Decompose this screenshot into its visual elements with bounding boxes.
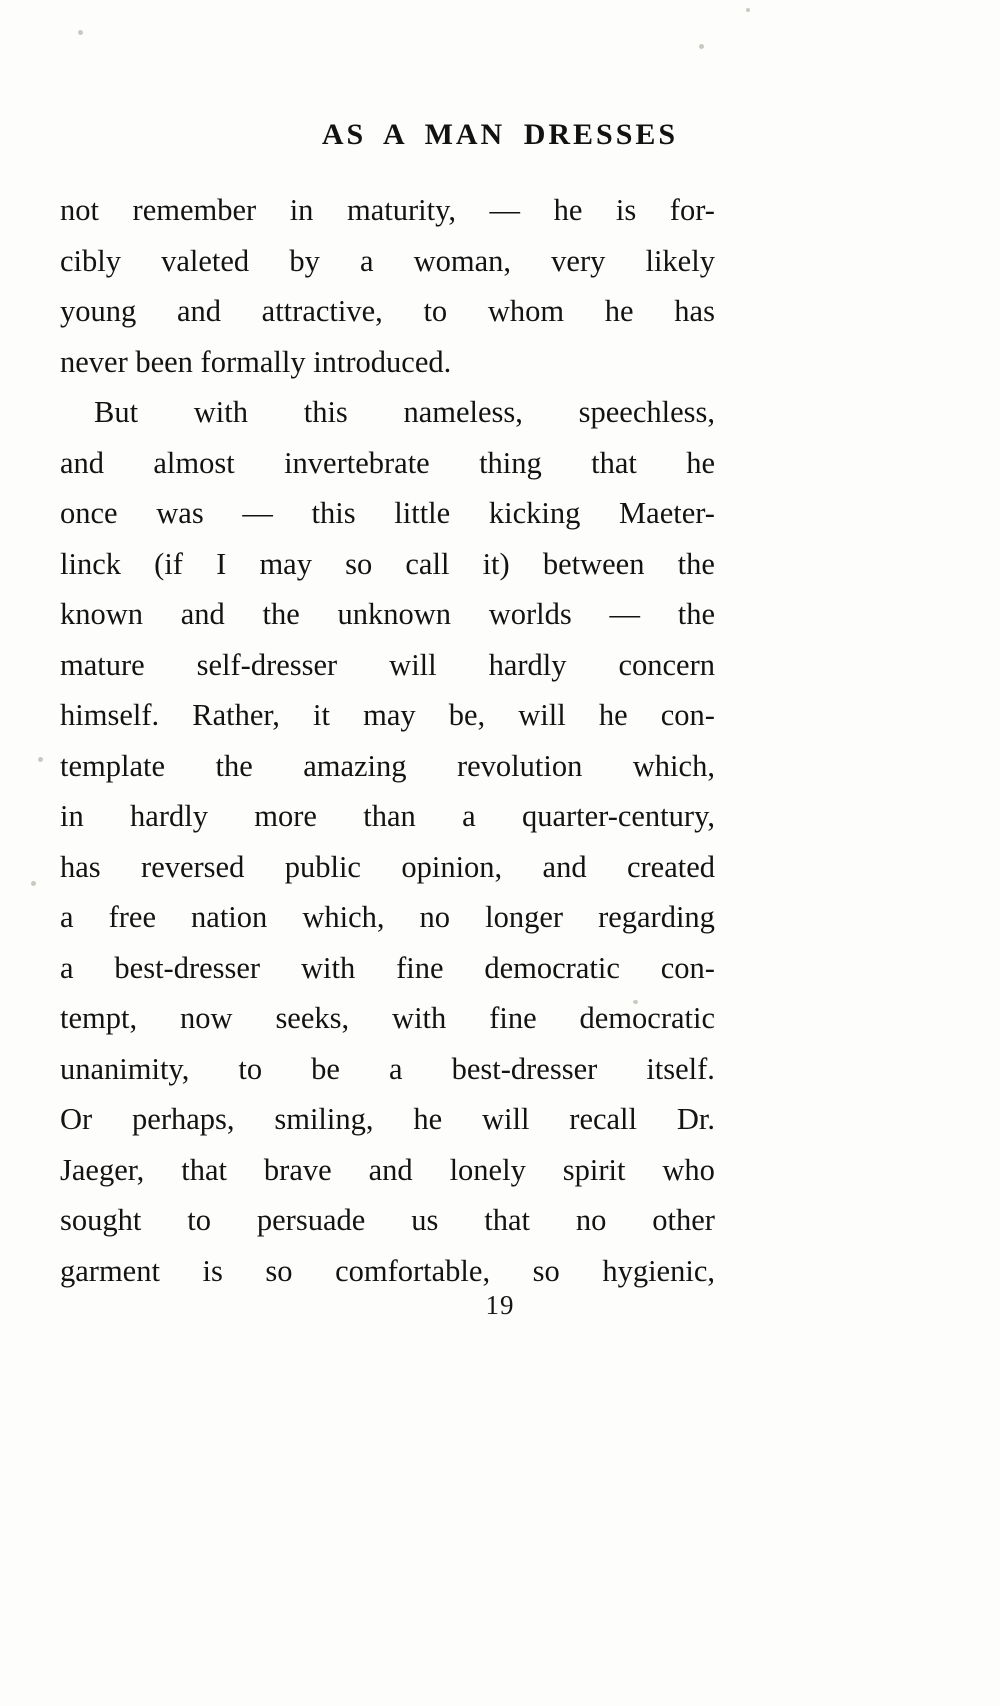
word: that bbox=[591, 445, 637, 480]
word: to bbox=[238, 1051, 263, 1086]
word: template bbox=[60, 748, 166, 783]
word: call bbox=[405, 546, 450, 581]
word: a bbox=[60, 950, 74, 985]
word: democratic bbox=[579, 1001, 715, 1035]
word: Dr. bbox=[676, 1102, 715, 1136]
word: he bbox=[686, 445, 715, 480]
word: will bbox=[518, 698, 566, 732]
text-line bbox=[60, 640, 715, 691]
word: — bbox=[242, 496, 273, 530]
word: the bbox=[262, 597, 300, 631]
word: concern bbox=[618, 647, 715, 682]
word: he bbox=[413, 1102, 443, 1136]
word: fine bbox=[489, 1001, 537, 1035]
text-line bbox=[60, 236, 715, 287]
word: not bbox=[60, 193, 99, 227]
text-line bbox=[60, 185, 715, 236]
word: cibly bbox=[60, 243, 121, 278]
word: be, bbox=[448, 698, 486, 732]
word: so bbox=[532, 1253, 560, 1288]
word: whom bbox=[487, 294, 565, 328]
word: in bbox=[60, 799, 84, 833]
word: very bbox=[551, 243, 606, 278]
running-head: AS A MAN DRESSES bbox=[321, 118, 679, 151]
word: between bbox=[542, 546, 645, 581]
text-line bbox=[60, 438, 715, 489]
word: lonely bbox=[449, 1152, 526, 1187]
word: may bbox=[363, 698, 416, 732]
word: once bbox=[60, 496, 118, 530]
word: Jaeger, bbox=[60, 1152, 145, 1187]
text-line bbox=[60, 791, 715, 842]
text-line bbox=[60, 993, 715, 1044]
word: tempt, bbox=[60, 1001, 138, 1035]
word: and bbox=[542, 849, 587, 884]
word: us bbox=[411, 1203, 439, 1237]
word: by bbox=[289, 243, 320, 278]
word: But bbox=[94, 395, 139, 429]
word: mature bbox=[60, 647, 145, 682]
paragraph bbox=[60, 185, 715, 387]
text-line bbox=[60, 943, 715, 994]
word: he bbox=[604, 294, 634, 328]
word: will bbox=[389, 647, 437, 682]
word: likely bbox=[645, 243, 715, 278]
word: himself. bbox=[60, 698, 160, 732]
text-line bbox=[60, 1044, 715, 1095]
word: amazing bbox=[303, 748, 407, 783]
word: young bbox=[60, 294, 137, 328]
word: remember bbox=[132, 193, 257, 227]
paper-speck bbox=[746, 8, 750, 12]
word: which, bbox=[302, 900, 385, 934]
word: brave bbox=[263, 1152, 332, 1187]
word: and bbox=[176, 294, 221, 328]
text-line bbox=[60, 539, 715, 590]
word: best-dresser bbox=[451, 1051, 598, 1086]
word: unknown bbox=[337, 597, 452, 631]
word: Maeter- bbox=[619, 496, 715, 530]
word: con- bbox=[660, 698, 715, 732]
word: this bbox=[311, 496, 356, 530]
word: in bbox=[289, 193, 314, 227]
word: thing bbox=[479, 445, 542, 480]
word: Rather, bbox=[192, 698, 280, 732]
word: with bbox=[392, 1001, 447, 1035]
word: the bbox=[677, 597, 715, 631]
word: seeks, bbox=[275, 1001, 350, 1035]
word: is bbox=[202, 1253, 223, 1288]
word: invertebrate bbox=[284, 445, 430, 480]
paper-speck bbox=[699, 44, 704, 49]
word: that bbox=[181, 1152, 227, 1187]
word: it bbox=[313, 698, 330, 732]
text-line bbox=[60, 387, 715, 438]
word: and bbox=[60, 445, 105, 480]
word: spirit bbox=[562, 1152, 626, 1187]
text-line bbox=[60, 741, 715, 792]
word: nameless, bbox=[403, 395, 523, 429]
text-line bbox=[60, 286, 715, 337]
word: regarding bbox=[598, 900, 715, 934]
word: for- bbox=[669, 193, 715, 227]
word: I bbox=[216, 546, 227, 581]
paper-speck bbox=[38, 757, 43, 762]
word: worlds bbox=[488, 597, 572, 631]
word: and bbox=[180, 597, 225, 631]
word: may bbox=[259, 546, 312, 581]
text-line bbox=[60, 690, 715, 741]
text-line bbox=[60, 1145, 715, 1196]
word: and bbox=[368, 1152, 413, 1187]
page-number: 19 bbox=[485, 1290, 515, 1320]
word: to bbox=[187, 1203, 211, 1237]
word: kicking bbox=[488, 496, 581, 530]
paper-speck bbox=[31, 881, 36, 886]
word: a bbox=[60, 900, 74, 934]
word: known bbox=[60, 597, 144, 631]
text-line bbox=[60, 1195, 715, 1246]
word: who bbox=[662, 1152, 715, 1187]
word: was bbox=[156, 496, 204, 530]
word: longer bbox=[485, 900, 564, 934]
word: con- bbox=[660, 950, 715, 985]
text-line: never been formally introduced. bbox=[60, 344, 452, 379]
word: woman, bbox=[413, 243, 512, 278]
word: a bbox=[359, 243, 374, 278]
word: the bbox=[215, 748, 253, 783]
paragraph bbox=[60, 387, 715, 1296]
text-line bbox=[60, 1094, 715, 1145]
word: has bbox=[60, 849, 101, 884]
word: will bbox=[481, 1102, 530, 1136]
word: Or bbox=[60, 1102, 93, 1136]
word: attractive, bbox=[261, 294, 383, 328]
word: which, bbox=[632, 748, 715, 783]
word: maturity, bbox=[346, 193, 456, 227]
word: fine bbox=[396, 950, 444, 985]
body-text bbox=[60, 185, 715, 1296]
word: so bbox=[345, 546, 373, 581]
text-line bbox=[60, 1246, 715, 1297]
word: hygienic, bbox=[602, 1253, 715, 1288]
word: a bbox=[462, 799, 476, 833]
word: no bbox=[419, 900, 451, 934]
word: a bbox=[389, 1051, 403, 1086]
word: he bbox=[598, 698, 628, 732]
word: more bbox=[254, 799, 317, 833]
word: no bbox=[575, 1203, 607, 1237]
word: opinion, bbox=[401, 849, 503, 884]
word: reversed bbox=[141, 849, 245, 884]
word: hardly bbox=[130, 799, 208, 833]
word: revolution bbox=[456, 748, 583, 783]
text-line bbox=[60, 589, 715, 640]
word: to bbox=[423, 294, 448, 328]
word: recall bbox=[569, 1102, 637, 1136]
word: almost bbox=[153, 445, 235, 480]
text-line bbox=[60, 842, 715, 893]
word: free bbox=[108, 900, 156, 934]
word: itself. bbox=[646, 1051, 715, 1086]
word: than bbox=[363, 799, 416, 833]
word: — bbox=[489, 193, 521, 227]
word: little bbox=[394, 496, 451, 530]
word: quarter-century, bbox=[521, 799, 715, 833]
word: best-dresser bbox=[114, 950, 261, 985]
word: sought bbox=[60, 1203, 142, 1237]
word: this bbox=[303, 395, 348, 429]
word: be bbox=[311, 1051, 340, 1086]
word: unanimity, bbox=[60, 1051, 190, 1086]
text-line bbox=[60, 488, 715, 539]
word: that bbox=[484, 1203, 530, 1237]
word: with bbox=[193, 395, 249, 429]
word: democratic bbox=[484, 950, 620, 985]
word: it) bbox=[482, 546, 510, 581]
word: is bbox=[615, 193, 637, 227]
text-line bbox=[60, 892, 715, 943]
word: public bbox=[284, 849, 361, 884]
word: he bbox=[553, 193, 583, 227]
word: the bbox=[677, 546, 715, 581]
word: with bbox=[300, 950, 356, 985]
word: perhaps, bbox=[132, 1102, 235, 1136]
word: garment bbox=[60, 1253, 160, 1288]
word: comfortable, bbox=[335, 1253, 491, 1288]
word: — bbox=[609, 597, 640, 631]
word: self-dresser bbox=[196, 647, 338, 682]
word: smiling, bbox=[274, 1102, 374, 1136]
word: speechless, bbox=[578, 395, 715, 429]
word: so bbox=[265, 1253, 293, 1288]
word: valeted bbox=[161, 243, 250, 278]
word: nation bbox=[191, 900, 268, 934]
word: (if bbox=[154, 546, 183, 581]
word: linck bbox=[60, 546, 121, 581]
word: created bbox=[626, 849, 715, 884]
paper-speck bbox=[78, 30, 83, 35]
word: has bbox=[674, 294, 715, 328]
word: now bbox=[180, 1001, 233, 1035]
word: hardly bbox=[488, 647, 567, 682]
word: persuade bbox=[256, 1203, 366, 1237]
word: other bbox=[652, 1203, 715, 1237]
